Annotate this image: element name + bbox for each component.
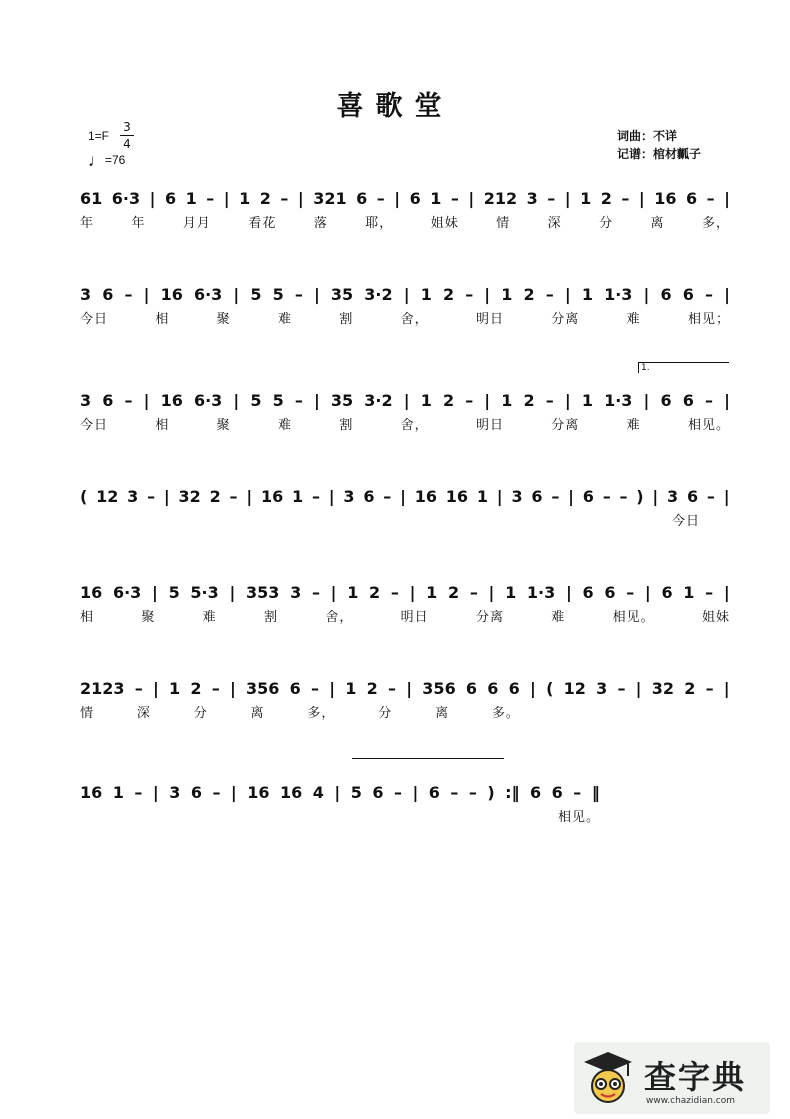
lyric-syllable: 情 [80,706,95,721]
barline: | [488,583,495,602]
note-token: 16 [654,189,677,208]
note-token: – [147,487,156,506]
note-token: – [311,679,320,698]
barline: | [406,679,413,698]
note-token: 2 [366,679,378,698]
barline: | [723,583,730,602]
note-token: 3 [667,487,679,506]
note-token: ) [636,487,644,506]
note-token: 6 [660,285,672,304]
barline: | [233,391,240,410]
lyric-syllable: 分 [378,706,393,721]
score-row-7 [80,770,600,860]
first-ending-bracket [638,362,729,373]
notation-line [80,770,600,802]
note-token: 1 [239,189,251,208]
note-token: 6 [682,285,694,304]
note-token: 3·2 [364,391,393,410]
note-token: – [619,487,628,506]
lyric-syllable: 落 [313,216,328,231]
lyric-syllable: 分离 [475,610,504,625]
note-token: 6 [582,583,594,602]
barline: | [313,391,320,410]
note-token: 6·3 [111,189,141,208]
lyric-syllable: 深 [547,216,562,231]
barline: | [246,487,253,506]
note-token: 6 [686,189,698,208]
note-token: 5 [272,285,284,304]
note-token: 6 [164,189,177,208]
tempo-value: =76 [105,153,126,167]
lyric-syllable: 明日 [475,312,504,327]
note-token: 6 [102,391,114,410]
note-token: 2 [369,583,381,602]
note-token: 3 [169,783,181,802]
note-token: – [294,285,303,304]
barline: | [723,679,730,698]
note-token: 1 [347,583,359,602]
lyric-syllable: 难 [551,610,566,625]
note-token: 1 [476,487,488,506]
note-token: 35 [330,391,354,410]
note-token: 356 [422,679,456,698]
time-signature-top: 3 [123,120,131,134]
note-token: 1·3 [604,285,633,304]
lyric-syllable: 多。 [491,706,520,721]
note-token: 61 [80,189,103,208]
first-ending-label: 1. [641,363,650,373]
note-token: 6 [530,783,542,802]
lyric-syllable: 深 [136,706,151,721]
note-token: – [621,189,630,208]
note-token: – [705,583,714,602]
lyric-line [80,510,730,529]
time-signature [120,120,134,151]
note-token: – [212,783,221,802]
note-token: 1 [345,679,357,698]
lyric-line [80,308,730,327]
barline: | [330,583,337,602]
note-token: 3 [290,583,302,602]
note-token: 356 [246,679,280,698]
score-row-5 [80,570,730,660]
score-row-4 [80,474,730,564]
barline: | [564,391,571,410]
notation-line [80,378,730,410]
barline: | [297,189,304,208]
note-token: – [311,487,320,506]
note-token: 16 [247,783,270,802]
note-token: 1 [501,391,513,410]
lyric-syllable: 今日 [671,514,700,529]
watermark-url: www.chazidian.com [646,1096,736,1106]
barline: | [223,189,230,208]
barline: | [468,189,475,208]
composer-credit: 词曲：不详 [617,129,678,143]
note-token: 3·2 [364,285,393,304]
lyric-syllable: 离 [250,706,265,721]
watermark-logo [574,1042,770,1114]
note-token: 32 [651,679,674,698]
lyric-syllable: 年 [80,216,95,231]
note-token: – [383,487,392,506]
note-token: 32 [178,487,201,506]
note-token: 16 [160,285,183,304]
lyric-syllable: 姐妹 [430,216,459,231]
barline: | [143,285,150,304]
note-token: 1 [430,189,442,208]
barline: | [409,583,416,602]
barline: | [143,391,150,410]
barline: | [229,583,236,602]
note-token: ( [80,487,88,506]
note-token: – [469,583,478,602]
note-token: – [704,285,713,304]
barline: | [313,285,320,304]
lyric-line [80,702,520,721]
note-token: 6 [409,189,421,208]
note-token: 2 [523,391,535,410]
barline: | [403,391,410,410]
lyric-syllable: 姐妹 [701,610,730,625]
barline: | [635,679,642,698]
lyric-syllable: 聚 [216,418,231,433]
note-token: 6 [686,487,699,506]
note-token: 353 [246,583,280,602]
note-token: 2 [600,189,612,208]
note-token: – [311,583,320,602]
note-token: 35 [330,285,354,304]
score-row-1 [80,176,730,266]
barline: | [724,391,730,410]
lyric-syllable: 分 [193,706,208,721]
note-token: 2 [442,391,455,410]
note-token: 5 [350,783,362,802]
note-token: – [450,783,459,802]
note-token: – [124,391,133,410]
note-token: 1 [420,285,432,304]
note-token: – [545,391,554,410]
lyric-syllable: 分 [599,216,614,231]
note-token: 2 [447,583,460,602]
lyric-line [80,414,730,433]
lyric-syllable: 分离 [551,312,580,327]
barline: | [149,189,156,208]
note-token: 6 [487,679,499,698]
lyric-syllable: 难 [626,312,641,327]
barline: | [412,783,419,802]
quarter-note-icon: ♩ [88,151,105,170]
note-token: – [545,285,554,304]
note-token: 6 [682,391,694,410]
note-token: 6·3 [193,391,223,410]
tempo-marking [88,152,125,169]
note-token: 6 [102,285,114,304]
note-token: 2 [259,189,271,208]
note-token: 6 [551,783,563,802]
barline: | [724,189,730,208]
note-token: – [468,783,477,802]
note-token: 6 [660,391,672,410]
barline: | [564,189,571,208]
note-token: – [551,487,560,506]
note-token: 1·3 [526,583,556,602]
lyric-syllable: 相见。 [687,418,730,433]
note-token: – [280,189,289,208]
lyric-syllable: 看花 [248,216,277,231]
lyric-syllable: 月月 [182,216,211,231]
note-token: 321 [313,189,347,208]
note-token: – [211,679,220,698]
note-token: 1 [185,189,197,208]
lyric-line [80,212,730,231]
note-token: – [206,189,215,208]
lyric-syllable: 难 [202,610,217,625]
barline: | [334,783,341,802]
note-token: – [705,679,714,698]
lyric-syllable: 离 [435,706,450,721]
barline: | [229,679,236,698]
lyric-syllable: 相见。 [612,610,655,625]
notation-line [80,474,730,506]
note-token: 1 [580,189,592,208]
note-token: 1 [581,285,593,304]
note-token: 16 [80,583,103,602]
note-token: 16 [80,783,103,802]
note-token: 3 [80,391,92,410]
note-token: – [704,391,713,410]
note-token: ( [546,679,554,698]
lyric-syllable: 多， [701,216,730,231]
lyric-syllable: 割 [263,610,278,625]
notation-line [80,272,730,304]
note-token: 1 [683,583,695,602]
note-token: 3 [80,285,92,304]
lyric-line [80,806,600,825]
note-token: 1 [581,391,593,410]
note-token: 16 [280,783,303,802]
barline: | [394,189,401,208]
note-token: 3 [511,487,523,506]
lyric-line [80,606,730,625]
barline: | [403,285,410,304]
note-token: 16 [260,487,284,506]
barline: | [233,285,240,304]
note-token: 16 [160,391,183,410]
barline: | [230,783,237,802]
note-token: 12 [96,487,119,506]
barline: ‖ [591,783,600,802]
note-token: – [229,487,238,506]
score-row-3 [80,363,730,468]
note-token: 1 [112,783,124,802]
note-token: 1 [292,487,304,506]
lyric-syllable: 难 [277,418,292,433]
note-token: 1·3 [604,391,633,410]
note-token: – [547,189,556,208]
lyric-syllable: 明日 [475,418,504,433]
note-token: 2 [190,679,202,698]
note-token: – [294,391,303,410]
lyric-syllable: 相见； [687,312,730,327]
note-token: 2 [442,285,455,304]
note-token: 6 [356,189,368,208]
note-token: 212 [483,189,518,208]
note-token: – [393,783,402,802]
note-token: 5 [168,583,180,602]
watermark-brand: 查字典 [644,1058,747,1096]
barline: | [652,487,659,506]
note-token: 6 [289,679,301,698]
notation-line [80,176,730,208]
barline: | [643,285,650,304]
barline: | [484,285,491,304]
note-token: 5 [250,285,262,304]
lyric-syllable: 相 [155,418,170,433]
barline: | [644,583,651,602]
note-token: 6·3 [193,285,223,304]
key-signature: 1=F [88,129,110,143]
note-token: – [390,583,399,602]
barline: | [152,783,159,802]
transcriber-credit: 记谱：棺材瓤子 [617,147,702,161]
note-token: 2 [209,487,221,506]
note-token: 1 [426,583,438,602]
lyric-syllable: 难 [277,312,292,327]
lyric-syllable: 舍， [400,418,429,433]
note-token: 2 [523,285,535,304]
score-row-6 [80,666,730,756]
note-token: – [450,189,459,208]
note-token: – [602,487,611,506]
note-token: – [573,783,582,802]
repeat-bracket [352,758,504,769]
barline: :‖ [505,783,520,802]
barline: | [723,487,730,506]
note-token: 4 [312,783,324,802]
barline: | [564,285,571,304]
note-token: 16 [445,487,469,506]
lyric-syllable: 舍， [400,312,429,327]
note-token: – [134,679,143,698]
note-token: – [626,583,635,602]
lyric-syllable: 年 [131,216,146,231]
note-token: 3 [127,487,139,506]
barline: | [400,487,406,506]
barline: | [329,679,336,698]
note-token: 6 [428,783,440,802]
note-token: – [465,285,474,304]
note-token: 6 [190,783,202,802]
scholar-mascot-icon [580,1048,636,1108]
barline: | [152,583,158,602]
time-signature-bottom: 4 [123,137,131,151]
barline: | [530,679,536,698]
note-token: – [134,783,143,802]
note-token: – [465,391,474,410]
note-token: 6 [465,679,478,698]
lyric-syllable: 相 [155,312,170,327]
note-token: 1 [420,391,432,410]
lyric-syllable: 难 [626,418,641,433]
lyric-syllable: 舍， [325,610,354,625]
note-token: 2 [684,679,696,698]
barline: | [328,487,335,506]
note-token: 16 [414,487,437,506]
barline: | [643,391,650,410]
note-token: 12 [563,679,586,698]
notation-line [80,666,730,698]
note-token: 1 [501,285,513,304]
lyric-syllable: 聚 [216,312,231,327]
score-row-2 [80,272,730,362]
note-token: 6 [661,583,673,602]
lyric-syllable: 相 [80,610,95,625]
lyric-syllable: 分离 [551,418,580,433]
lyric-syllable: 今日 [80,418,109,433]
barline: | [152,679,159,698]
barline: | [565,583,572,602]
lyric-syllable: 割 [339,312,354,327]
lyric-syllable: 耶， [365,216,394,231]
barline: | [568,487,574,506]
note-token: – [706,487,715,506]
lyric-syllable: 情 [496,216,511,231]
note-token: 5·3 [190,583,219,602]
lyric-syllable: 离 [650,216,665,231]
barline: | [724,285,730,304]
barline: | [163,487,170,506]
note-token: 3 [343,487,355,506]
lyric-syllable: 相见。 [557,810,600,825]
lyric-syllable: 聚 [141,610,156,625]
note-token: 6 [582,487,594,506]
note-token: 5 [250,391,262,410]
lyric-syllable: 割 [339,418,354,433]
note-token: – [706,189,715,208]
lyric-syllable: 明日 [400,610,429,625]
barline: | [484,391,491,410]
note-token: 3 [596,679,608,698]
note-token: 5 [272,391,284,410]
note-token: – [617,679,626,698]
notation-line [80,570,730,602]
note-token: 6 [372,783,384,802]
note-token: – [376,189,385,208]
note-token: 6 [531,487,543,506]
note-token: 6 [604,583,616,602]
note-token: 3 [526,189,538,208]
barline: | [638,189,645,208]
note-token: 6 [508,679,520,698]
lyric-syllable: 今日 [80,312,109,327]
note-token: 1 [169,679,181,698]
note-token: 1 [505,583,517,602]
note-token: 6 [363,487,375,506]
note-token: 6·3 [112,583,142,602]
note-token: – [388,679,397,698]
lyric-syllable: 多， [307,706,336,721]
note-token: 2123 [80,679,125,698]
note-token: – [124,285,133,304]
barline: | [496,487,503,506]
note-token: ) [487,783,495,802]
song-title: 喜歌堂 [336,91,454,122]
